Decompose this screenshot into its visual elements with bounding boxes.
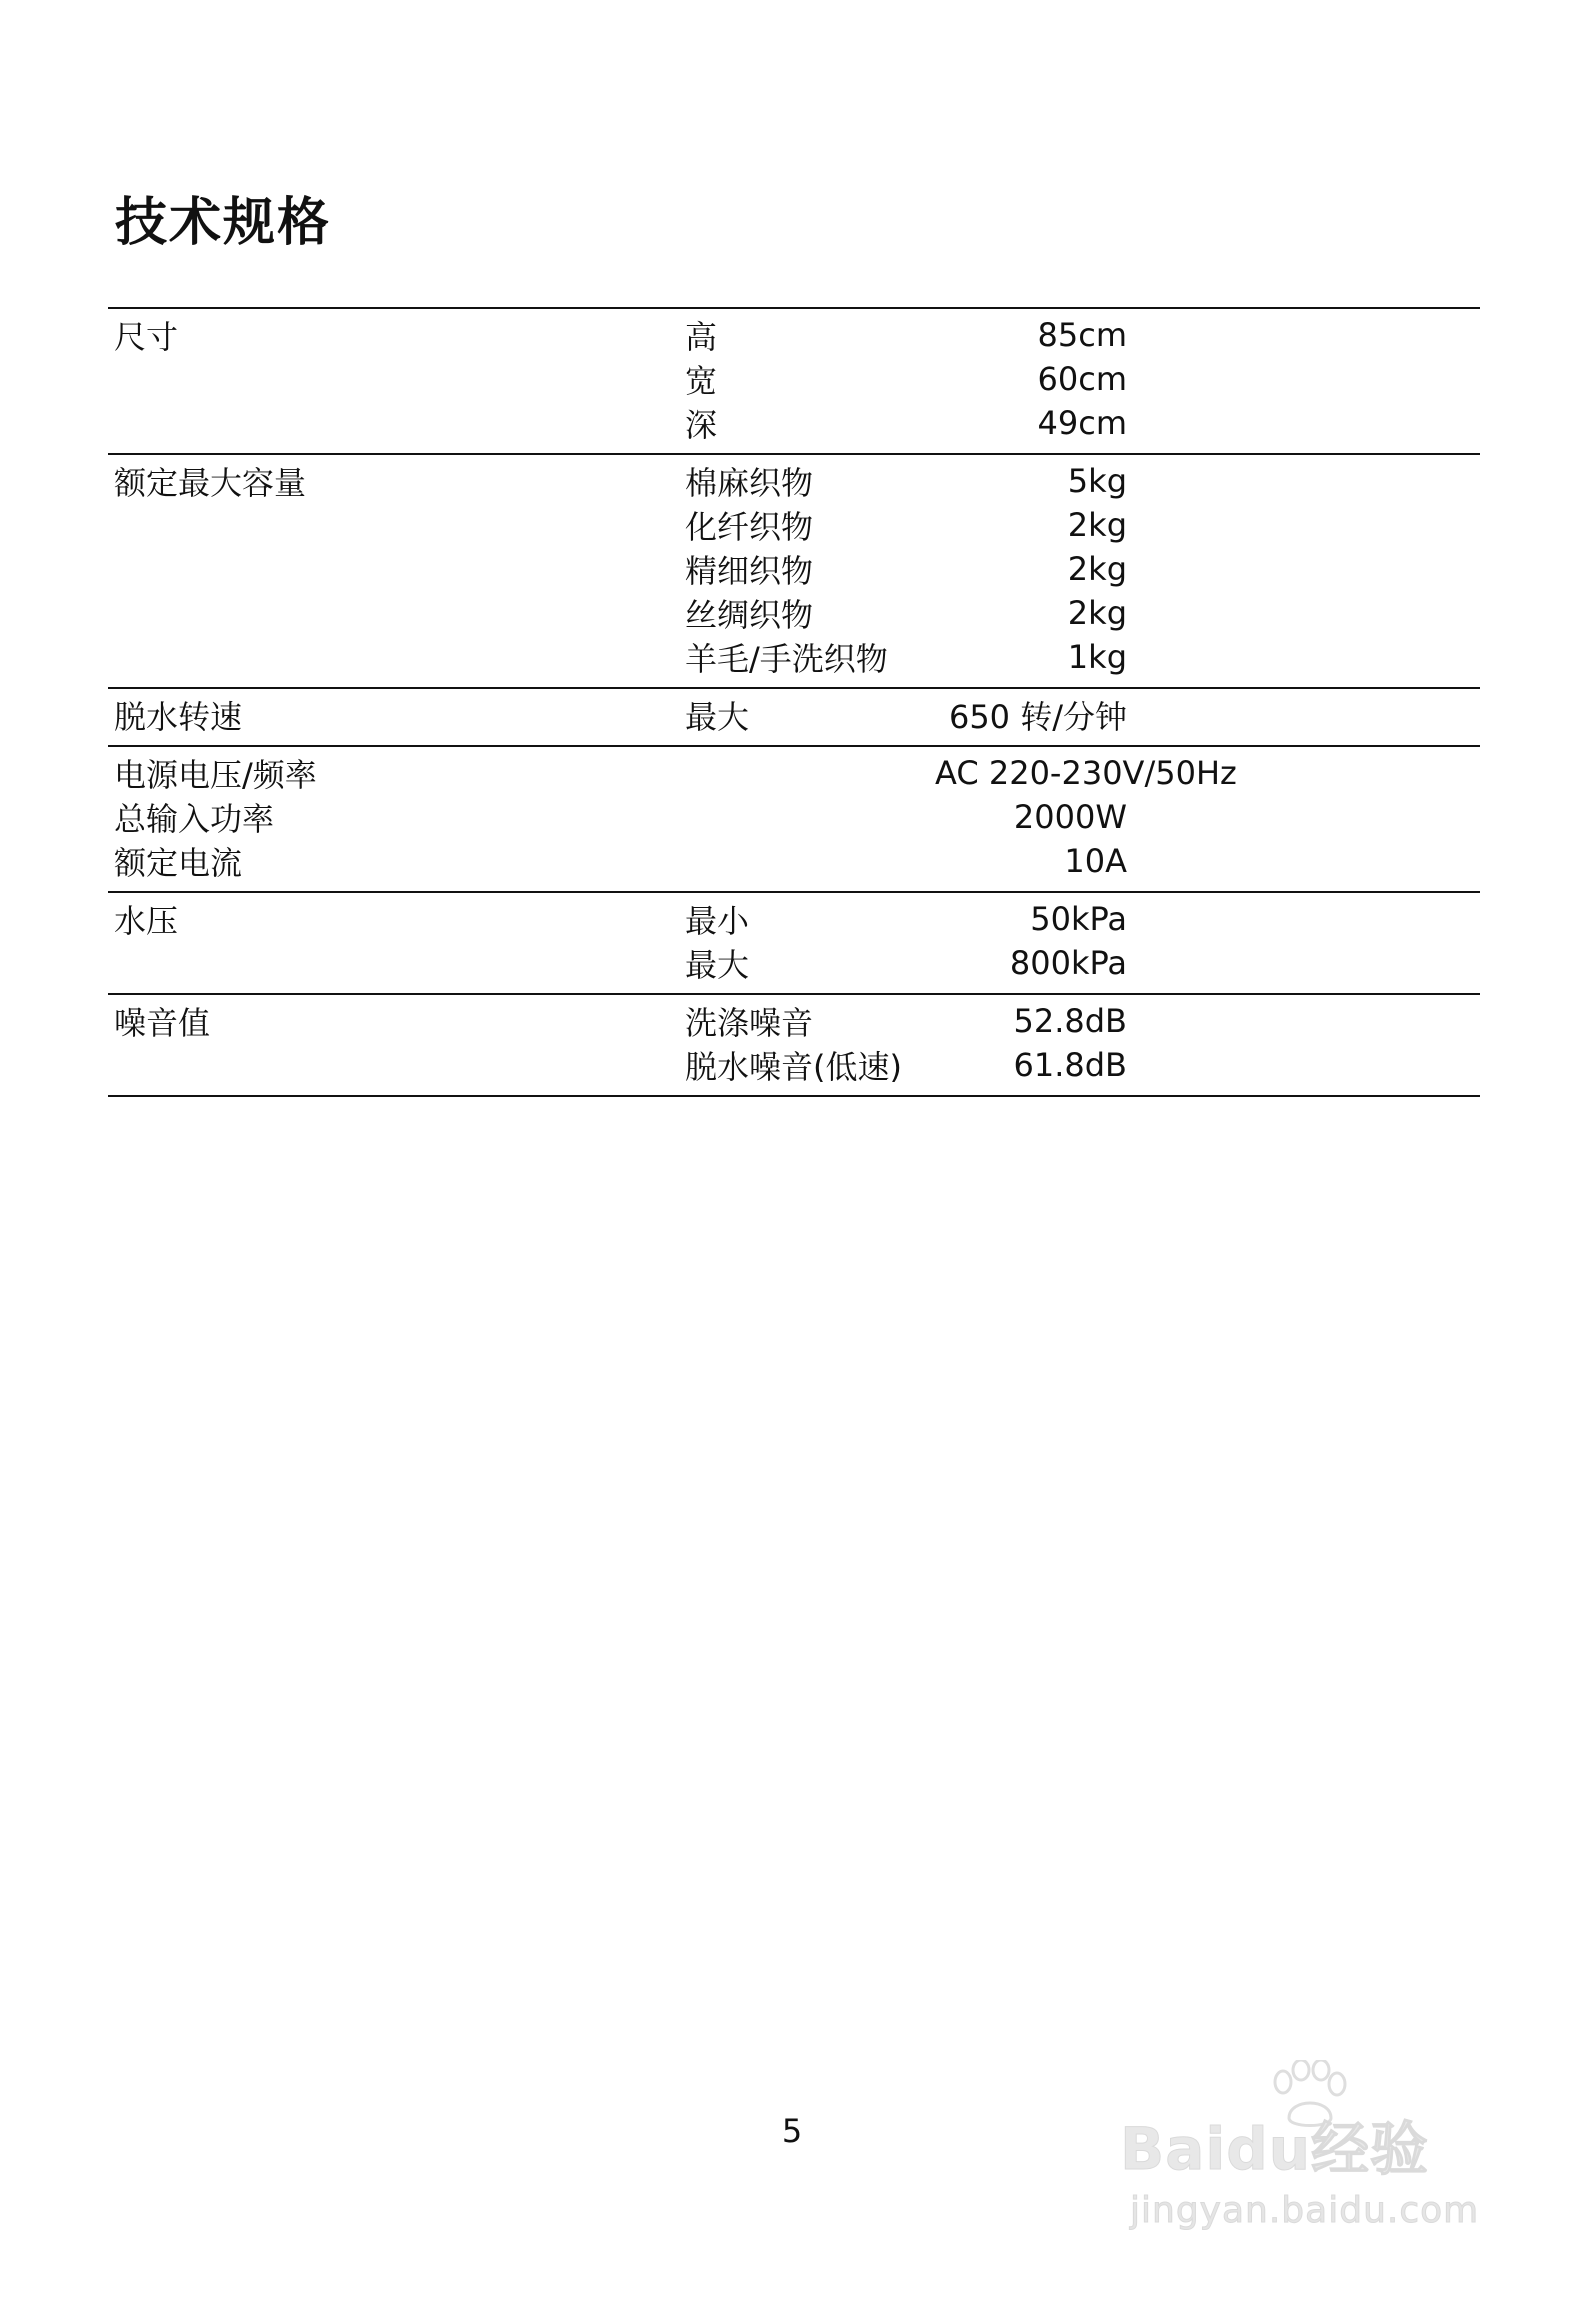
spec-section bbox=[108, 893, 1480, 995]
spec-value: 1kg bbox=[1067, 638, 1127, 676]
spec-row bbox=[108, 1043, 1480, 1087]
spec-value: 2000W bbox=[1013, 798, 1127, 836]
spec-section bbox=[108, 747, 1480, 893]
spec-row bbox=[108, 459, 1480, 503]
spec-item: 最小 bbox=[685, 902, 750, 940]
spec-label: 电源电压/频率 bbox=[114, 756, 317, 794]
spec-item: 化纤织物 bbox=[685, 508, 814, 546]
spec-label: 总输入功率 bbox=[114, 800, 275, 838]
spec-item: 最大 bbox=[685, 946, 750, 984]
spec-row bbox=[108, 999, 1480, 1043]
spec-item: 羊毛/手洗织物 bbox=[685, 640, 888, 678]
spec-value: 2kg bbox=[1067, 550, 1127, 588]
spec-section bbox=[108, 455, 1480, 689]
spec-row bbox=[108, 795, 1480, 839]
spec-label: 水压 bbox=[114, 902, 179, 940]
spec-item: 棉麻织物 bbox=[685, 464, 814, 502]
spec-value: 650 转/分钟 bbox=[948, 698, 1127, 736]
spec-value: 85cm bbox=[1037, 316, 1127, 354]
spec-value: 5kg bbox=[1067, 462, 1127, 500]
spec-item: 丝绸织物 bbox=[685, 596, 814, 634]
spec-section bbox=[108, 995, 1480, 1097]
spec-row bbox=[108, 839, 1480, 883]
spec-label: 噪音值 bbox=[114, 1004, 211, 1042]
spec-item: 宽 bbox=[685, 362, 718, 400]
spec-row bbox=[108, 751, 1480, 795]
spec-row bbox=[108, 941, 1480, 985]
spec-row bbox=[108, 635, 1480, 679]
spec-label: 脱水转速 bbox=[114, 698, 243, 736]
watermark-logo: Baidu经验 bbox=[1120, 2115, 1430, 2183]
spec-value: 60cm bbox=[1037, 360, 1127, 398]
spec-value: 61.8dB bbox=[1013, 1046, 1127, 1084]
spec-item: 精细织物 bbox=[685, 552, 814, 590]
spec-value: 10A bbox=[1064, 842, 1127, 880]
spec-label: 额定电流 bbox=[114, 844, 243, 882]
watermark-url: jingyan.baidu.com bbox=[1130, 2190, 1480, 2231]
spec-value: 2kg bbox=[1067, 506, 1127, 544]
spec-item: 脱水噪音(低速) bbox=[685, 1048, 902, 1086]
spec-value: 800kPa bbox=[1009, 944, 1127, 982]
spec-value: 50kPa bbox=[1030, 900, 1127, 938]
spec-value: 52.8dB bbox=[1013, 1002, 1127, 1040]
spec-row bbox=[108, 503, 1480, 547]
spec-value: 49cm bbox=[1037, 404, 1127, 442]
spec-value: AC 220-230V/50Hz bbox=[935, 754, 1237, 792]
spec-row bbox=[108, 897, 1480, 941]
spec-section bbox=[108, 689, 1480, 747]
spec-item: 高 bbox=[685, 318, 718, 356]
spec-item: 深 bbox=[685, 406, 718, 444]
spec-label: 尺寸 bbox=[114, 318, 179, 356]
spec-row bbox=[108, 357, 1480, 401]
spec-row bbox=[108, 313, 1480, 357]
spec-item: 洗涤噪音 bbox=[685, 1004, 814, 1042]
spec-label: 额定最大容量 bbox=[114, 464, 307, 502]
page-title: 技术规格 bbox=[115, 193, 332, 253]
spec-section bbox=[108, 309, 1480, 455]
spec-row bbox=[108, 401, 1480, 445]
spec-row bbox=[108, 547, 1480, 591]
page-number: 5 bbox=[781, 2112, 803, 2150]
baidu-watermark bbox=[1120, 2060, 1500, 2250]
spec-table bbox=[108, 307, 1480, 1097]
spec-row bbox=[108, 591, 1480, 635]
spec-item: 最大 bbox=[685, 698, 750, 736]
spec-row bbox=[108, 693, 1480, 737]
spec-value: 2kg bbox=[1067, 594, 1127, 632]
